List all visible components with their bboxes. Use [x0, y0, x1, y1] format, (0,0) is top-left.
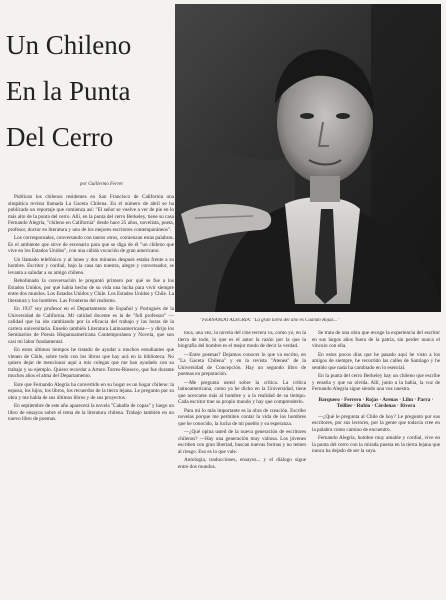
- text-column-1: [8, 194, 174, 596]
- portrait-photo-image: [175, 4, 441, 312]
- article-title: [6, 22, 176, 160]
- paragraph: Fernando Alegría, hombre muy amable y cordial, vive en la punta del cerro con la mirada puesta en la tierra lejana que nunca ha dejado de ser la suya.: [312, 435, 440, 454]
- paragraph: Un llamado telefónico y al lunes y dos minutos después estaba frente a su hombre. Escritor y cordial, bajo la casa tan nuestra, alegre y conversador, se levanta a saludar a su amigo chileno.: [8, 256, 174, 276]
- paragraph: Este que Fernando Alegría ha convertido en su hogar es un hogar chileno: la esposa, los hijos, los libros, los recuerdos de la tierra lejana. Le pregunto por su obra y me habla de sus últimos libros y de sus proyectos.: [8, 381, 174, 401]
- portrait-photo: [175, 4, 441, 312]
- title-line-2: En la Punta: [6, 76, 131, 106]
- paragraph: Publican los chilenos residentes en San Francisco de California una simpática revista llamada La Gaceta Chilena. En el número de abril se ha publicado un reportaje que comienza así: "El señor se vuelve a ver de pie en lo más alto de la punta del cerro. Allí, en la punta del cerro Berkeley, tiene su casa Fernando Alegría, "chileno en California" desde hace 25 años, novelista, poeta, profesor, doctor en literatura y uno de los mejores escritores contemporáneos".: [8, 194, 174, 233]
- byline: por Guillermo Ferret: [80, 182, 123, 187]
- photo-caption: "FERNANDO ALEGRIA: "La gran tarea del año es Cuando Rojas...": [200, 318, 340, 323]
- paragraph: —Entre poemas? Dejamos conocer lo que va escrito, en "La Gaceta Chilena" y en la revista "Atenea" de la Universidad de Concepción. Hay un segundo libro de poemas en preparación.: [178, 351, 306, 377]
- paragraph: Para mí lo más importante es la obra de creación. Escribo novelas porque me permiten contar la vida de los hombres que he conocido, la lucha de mi pueblo y su esperanza.: [178, 407, 306, 427]
- paragraph: toca, una vez, la novela del cine tercera va, como yo, en la tierra de todo, lo que es el autor la razón por la que la biografía del hombre es el mejor modo de decir la verdad.: [178, 330, 306, 349]
- author-names-list: Barquero · Ferrero · Rojas · Arenas · Lihn · Parra · Teillier · Rubio · Cárdenas · Rivera: [318, 396, 434, 409]
- paragraph: En 1937 soy profesor en el Departamento de Español y Portugués de la Universidad de California. Mi calidad docente es la de "full professor" —calidad que ha ido cambiando por la eficacia del trabajo y las horas de la carrera universitaria. Enseño también Literatura Latinoamericana— y dirijo los Seminarios de Poesía Hispanoamericana Contemporánea y Novela, que son casi mi labor fundamental.: [8, 306, 174, 345]
- title-line-3: Del Cerro: [6, 122, 114, 152]
- paragraph: Rebobinado la conversación le preguntó primero por qué se fue a los Estados Unidos, por qué había hecho de su vida una lucha para vivir siempre entre dos mundos. Los Estados Unidos y Chile. Los Estados Unidos y Chile. La literatura y los hombres. Las Fronteras del realismo.: [8, 278, 174, 304]
- paragraph: —¿Qué le pregunta al Chile de hoy? Le pregunto por sus escritores, por sus lectores, por la gente que todavía cree en la palabra como camino de encuentro.: [312, 413, 440, 433]
- paragraph: Se trata de una obra que recoge la experiencia del escritor en sus largos años fuera de la patria, sin perder nunca el vínculo con ella.: [312, 330, 440, 349]
- paragraph: En estos últimos tiempos he tratado de ayudar a muchos estudiantes que vienen de Chile, sobre todo con los libros que hay acá en la biblioteca. No quiero dejar de mencionar aquí a mis colegas que me han ayudado con su trabajo y su ejemplo. Quiero recordar a Arturo Torres-Rioseco, que fue durante muchos años el alma del Departamento.: [8, 347, 174, 379]
- paragraph: En la punta del cerro Berkeley hay un chileno que escribe y enseña y que no olvida. Allí, junto a la bahía, la voz de Fernando Alegría sigue siendo una voz nuestra.: [312, 373, 440, 392]
- paragraph: Los corresponsales, conversando con tantos otros, comienzan estas palabras. Es el ambiente que sirve de escenario para que se diga de él "un chileno que vive en los Estados Unidos", con una cálida vocación de gran americano.: [8, 235, 174, 254]
- paragraph: Antología, traducciones, ensayos... y el diálogo sigue entre dos mundos.: [178, 457, 306, 470]
- paragraph: En estos pocos días que he pasado aquí he visto a los amigos de siempre, he recorrido las calles de Santiago y he sentido que nada ha cambiado en lo esencial.: [312, 351, 440, 371]
- text-column-3: [312, 330, 440, 596]
- paragraph: En septiembre de este año aparecerá la novela "Caballo de copas" y luego un libro de ensayos sobre el tema de la literatura chilena. Trabajo también en un nuevo libro de poemas.: [8, 403, 174, 422]
- text-column-2: [178, 330, 306, 596]
- paragraph: —¿Qué opina usted de la nueva generación de escritores chilenos? —Hay una generación muy valiosa. Los jóvenes escriben con gran libertad, buscan nuevas formas y no temen al riesgo. Eso es lo que vale.: [178, 429, 306, 455]
- title-line-1: Un Chileno: [6, 30, 132, 60]
- paragraph: —Me pregunta usted sobre la crítica. La crítica latinoamericana, como ya he dicho en la Universidad, tiene que acercarse más al hombre y a la realidad de su tiempo. Cada escritor trae su propio mundo y hay que comprenderlo.: [178, 379, 306, 405]
